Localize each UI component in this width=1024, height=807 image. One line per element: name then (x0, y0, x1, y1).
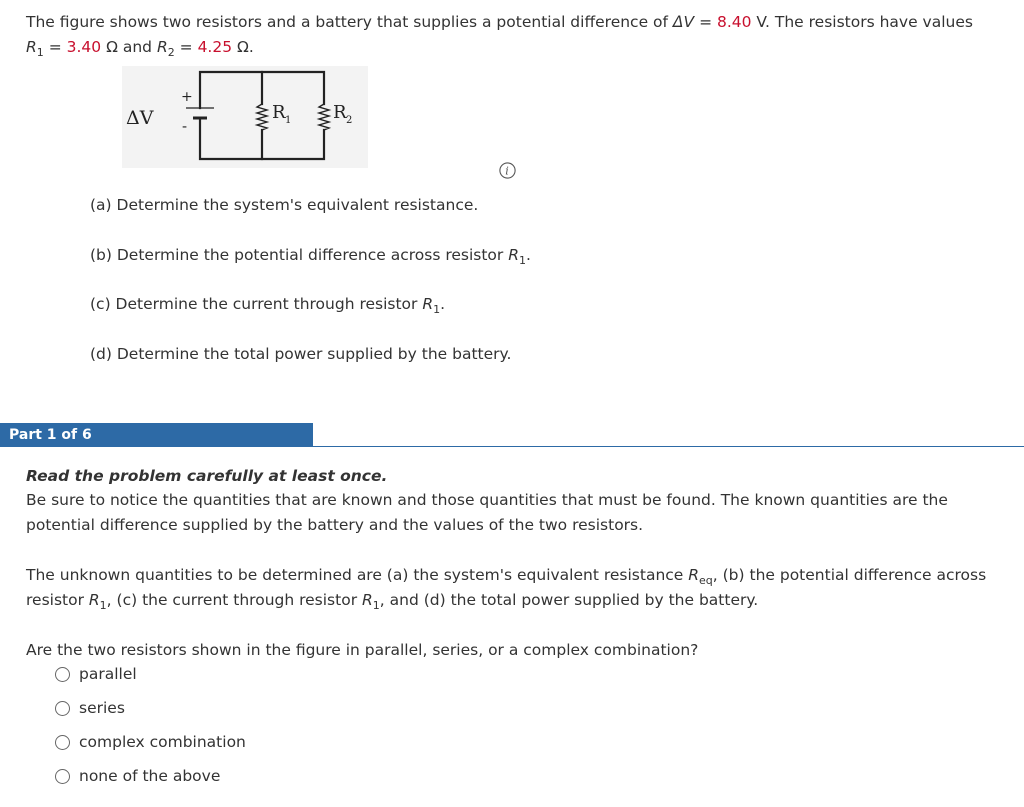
delta-v-symbol: ΔV (672, 13, 695, 31)
potential-difference-value: 8.40 (716, 13, 752, 31)
question-a (90, 194, 478, 216)
r1-unit: Ω (101, 38, 118, 56)
intro-text: The figure shows two resistors and a battery that supplies a potential difference of (26, 13, 673, 31)
info-icon[interactable] (499, 162, 516, 179)
and-text: and (117, 38, 157, 56)
info-icon-glyph: i (505, 164, 509, 178)
req-symbol: R (688, 566, 700, 584)
r2-symbol: R (156, 38, 168, 56)
option-complex-combination[interactable] (55, 731, 246, 753)
req-subscript: eq (699, 574, 713, 587)
unknown-text-a: The unknown quantities to be determined are (a) the system's equivalent resistance (26, 566, 689, 584)
r1-value: 3.40 (66, 38, 102, 56)
r2-subscript: 2 (167, 46, 175, 59)
unknown-text-d: , and (d) the total power supplied by the battery. (379, 591, 759, 609)
r1-resistor-symbol (257, 104, 267, 130)
circuit-figure (122, 66, 368, 168)
part-heading: Read the problem carefully at least once. (26, 467, 388, 485)
r1-symbol: R (26, 38, 37, 56)
r2-figure-label: R (333, 102, 347, 123)
battery-plus-sign: + (181, 89, 193, 105)
combination-question: Are the two resistors shown in the figure in parallel, series, or a complex combination? (26, 641, 699, 659)
intro-equals: = (694, 13, 717, 31)
question-b-subscript: 1 (519, 254, 526, 267)
option-complex-combination-label: complex combination (79, 733, 246, 751)
unknown-r1-symbol: R (88, 591, 100, 609)
unknown-r1b-subscript: 1 (372, 599, 380, 612)
option-series-label: series (79, 699, 125, 717)
question-c-symbol: R (422, 295, 434, 313)
r2-resistor-symbol (319, 104, 329, 130)
option-series[interactable] (55, 697, 125, 719)
part-divider (313, 446, 1024, 447)
radio-complex-combination[interactable] (55, 735, 70, 750)
battery-label: ΔV (126, 107, 154, 129)
unknown-text-b: , (b) the potential difference across resistor (26, 566, 987, 609)
r2-equals: = (174, 38, 198, 56)
option-parallel-label: parallel (79, 665, 137, 683)
question-d (90, 343, 511, 365)
intro-unit-text: V. The resistors have values (751, 13, 973, 31)
question-b-text: (b) Determine the potential difference across resistor (90, 246, 509, 264)
question-a-text: (a) Determine the system's equivalent resistance. (90, 196, 479, 214)
part-header (0, 423, 313, 447)
known-quantities-paragraph: Be sure to notice the quantities that are known and those quantities that must be found. The known quantities are the potential difference supplied by the battery and the values of the two resistors. (26, 491, 948, 534)
option-none-of-the-above-label: none of the above (79, 767, 221, 785)
radio-parallel[interactable] (55, 667, 70, 682)
question-b-period: . (526, 246, 531, 264)
question-b (90, 244, 531, 266)
r2-unit: Ω. (232, 38, 254, 56)
unknown-quantities-paragraph (26, 563, 1006, 613)
option-none-of-the-above[interactable] (55, 765, 220, 787)
question-d-text: (d) Determine the total power supplied by the battery. (90, 345, 512, 363)
question-b-symbol: R (508, 246, 519, 264)
part-label: Part 1 of 6 (9, 427, 92, 443)
option-parallel[interactable] (55, 663, 137, 685)
question-c-subscript: 1 (433, 303, 441, 316)
radio-series[interactable] (55, 701, 70, 716)
question-c-period: . (440, 295, 446, 313)
question-c (90, 293, 445, 315)
radio-none-of-the-above[interactable] (55, 769, 70, 784)
battery-minus-sign: - (182, 117, 188, 135)
unknown-r1-subscript: 1 (99, 599, 107, 612)
r1-subscript: 1 (36, 46, 44, 59)
problem-statement (26, 10, 1016, 60)
circuit-diagram (122, 66, 368, 168)
r1-equals: = (43, 38, 67, 56)
r2-value: 4.25 (197, 38, 233, 56)
unknown-text-c: , (c) the current through resistor (106, 591, 362, 609)
r2-figure-subscript: 2 (346, 115, 353, 126)
info-icon-svg (499, 162, 516, 179)
question-c-text: (c) Determine the current through resistor (90, 295, 423, 313)
r1-figure-label: R (272, 102, 286, 123)
r1-figure-subscript: 1 (285, 115, 292, 126)
unknown-r1b-symbol: R (362, 591, 373, 609)
